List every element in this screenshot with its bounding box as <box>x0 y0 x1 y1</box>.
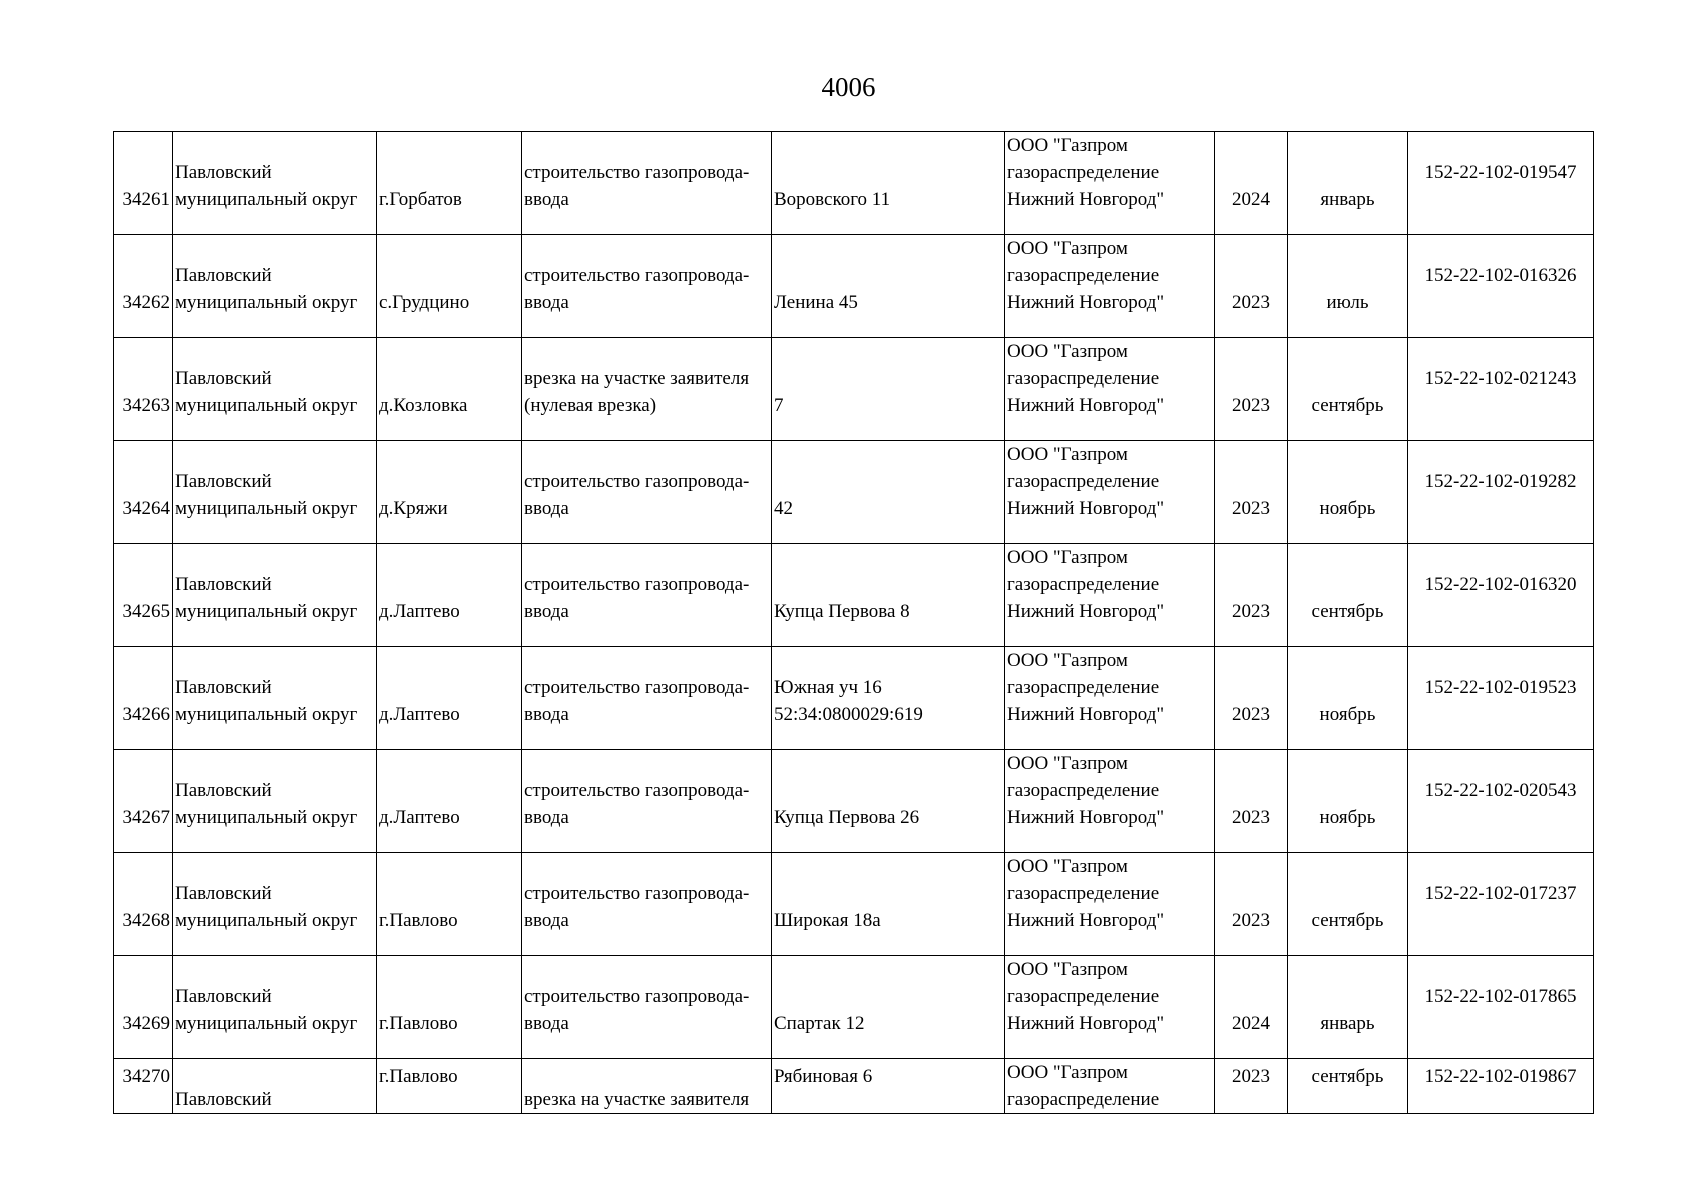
district-cell: Павловский <box>173 1059 377 1114</box>
organization-cell: ООО "Газпром газораспределение Нижний Новгород" <box>1005 956 1215 1059</box>
year-cell: 2023 <box>1215 1059 1288 1114</box>
organization-cell: ООО "Газпром газораспределение Нижний Новгород" <box>1005 853 1215 956</box>
address-cell: Спартак 12 <box>772 956 1005 1059</box>
request-id-cell: 152-22-102-021243 <box>1408 338 1594 441</box>
request-id-cell: 152-22-102-017865 <box>1408 956 1594 1059</box>
address-cell: Ленина 45 <box>772 235 1005 338</box>
organization-cell: ООО "Газпром газораспределение Нижний Новгород" <box>1005 647 1215 750</box>
district-cell: Павловский муниципальный округ <box>173 338 377 441</box>
district-cell: Павловский муниципальный округ <box>173 647 377 750</box>
table-row <box>114 647 1594 750</box>
month-cell: сентябрь <box>1288 544 1408 647</box>
request-id-cell: 152-22-102-016326 <box>1408 235 1594 338</box>
year-cell: 2023 <box>1215 544 1288 647</box>
locality-cell: г.Горбатов <box>377 132 522 235</box>
address-cell: 42 <box>772 441 1005 544</box>
request-id-cell: 152-22-102-019547 <box>1408 132 1594 235</box>
row-number-cell: 34267 <box>114 750 173 853</box>
row-number-cell: 34263 <box>114 338 173 441</box>
table-row <box>114 441 1594 544</box>
table-row <box>114 544 1594 647</box>
year-cell: 2024 <box>1215 956 1288 1059</box>
district-cell: Павловский муниципальный округ <box>173 132 377 235</box>
row-number-cell: 34261 <box>114 132 173 235</box>
locality-cell: д.Лаптево <box>377 647 522 750</box>
row-number-cell: 34270 <box>114 1059 173 1114</box>
table-row <box>114 235 1594 338</box>
organization-cell: ООО "Газпром газораспределение Нижний Новгород" <box>1005 544 1215 647</box>
row-number-cell: 34262 <box>114 235 173 338</box>
table-row <box>114 1059 1594 1114</box>
year-cell: 2023 <box>1215 647 1288 750</box>
work-type-cell: врезка на участке заявителя (нулевая врезка) <box>522 338 772 441</box>
address-cell: Воровского 11 <box>772 132 1005 235</box>
district-cell: Павловский муниципальный округ <box>173 235 377 338</box>
locality-cell: г.Павлово <box>377 853 522 956</box>
address-cell: Купца Первова 26 <box>772 750 1005 853</box>
request-id-cell: 152-22-102-019282 <box>1408 441 1594 544</box>
year-cell: 2023 <box>1215 441 1288 544</box>
month-cell: январь <box>1288 956 1408 1059</box>
work-type-cell: строительство газопровода-ввода <box>522 647 772 750</box>
year-cell: 2023 <box>1215 235 1288 338</box>
district-cell: Павловский муниципальный округ <box>173 544 377 647</box>
work-type-cell: строительство газопровода-ввода <box>522 235 772 338</box>
locality-cell: г.Павлово <box>377 956 522 1059</box>
work-type-cell: строительство газопровода-ввода <box>522 544 772 647</box>
page-number: 4006 <box>821 72 876 102</box>
month-cell: ноябрь <box>1288 647 1408 750</box>
address-cell: Южная уч 16 52:34:0800029:619 <box>772 647 1005 750</box>
request-id-cell: 152-22-102-019523 <box>1408 647 1594 750</box>
locality-cell: г.Павлово <box>377 1059 522 1114</box>
locality-cell: д.Лаптево <box>377 544 522 647</box>
row-number-cell: 34265 <box>114 544 173 647</box>
request-id-cell: 152-22-102-016320 <box>1408 544 1594 647</box>
address-cell: Купца Первова 8 <box>772 544 1005 647</box>
district-cell: Павловский муниципальный округ <box>173 750 377 853</box>
work-type-cell: строительство газопровода-ввода <box>522 441 772 544</box>
records-table <box>113 131 1594 1114</box>
table-row <box>114 338 1594 441</box>
table-row <box>114 853 1594 956</box>
request-id-cell: 152-22-102-020543 <box>1408 750 1594 853</box>
month-cell: январь <box>1288 132 1408 235</box>
organization-cell: ООО "Газпром газораспределение Нижний Новгород" <box>1005 338 1215 441</box>
work-type-cell: врезка на участке заявителя <box>522 1059 772 1114</box>
request-id-cell: 152-22-102-019867 <box>1408 1059 1594 1114</box>
month-cell: сентябрь <box>1288 338 1408 441</box>
request-id-cell: 152-22-102-017237 <box>1408 853 1594 956</box>
month-cell: сентябрь <box>1288 1059 1408 1114</box>
organization-cell: ООО "Газпром газораспределение Нижний Новгород" <box>1005 132 1215 235</box>
district-cell: Павловский муниципальный округ <box>173 956 377 1059</box>
table-row <box>114 956 1594 1059</box>
locality-cell: д.Козловка <box>377 338 522 441</box>
address-cell: Широкая 18а <box>772 853 1005 956</box>
row-number-cell: 34268 <box>114 853 173 956</box>
month-cell: ноябрь <box>1288 750 1408 853</box>
work-type-cell: строительство газопровода-ввода <box>522 853 772 956</box>
row-number-cell: 34269 <box>114 956 173 1059</box>
row-number-cell: 34266 <box>114 647 173 750</box>
organization-cell: ООО "Газпром газораспределение Нижний Новгород" <box>1005 235 1215 338</box>
table-row <box>114 750 1594 853</box>
locality-cell: д.Лаптево <box>377 750 522 853</box>
organization-cell: ООО "Газпром газораспределение Нижний Новгород" <box>1005 441 1215 544</box>
year-cell: 2023 <box>1215 750 1288 853</box>
table-row <box>114 132 1594 235</box>
year-cell: 2023 <box>1215 338 1288 441</box>
district-cell: Павловский муниципальный округ <box>173 441 377 544</box>
month-cell: сентябрь <box>1288 853 1408 956</box>
row-number-cell: 34264 <box>114 441 173 544</box>
organization-cell: ООО "Газпром газораспределение <box>1005 1059 1215 1114</box>
address-cell: 7 <box>772 338 1005 441</box>
address-cell: Рябиновая 6 <box>772 1059 1005 1114</box>
work-type-cell: строительство газопровода-ввода <box>522 132 772 235</box>
district-cell: Павловский муниципальный округ <box>173 853 377 956</box>
year-cell: 2023 <box>1215 853 1288 956</box>
locality-cell: с.Грудцино <box>377 235 522 338</box>
locality-cell: д.Кряжи <box>377 441 522 544</box>
work-type-cell: строительство газопровода-ввода <box>522 956 772 1059</box>
organization-cell: ООО "Газпром газораспределение Нижний Новгород" <box>1005 750 1215 853</box>
month-cell: ноябрь <box>1288 441 1408 544</box>
year-cell: 2024 <box>1215 132 1288 235</box>
work-type-cell: строительство газопровода-ввода <box>522 750 772 853</box>
month-cell: июль <box>1288 235 1408 338</box>
